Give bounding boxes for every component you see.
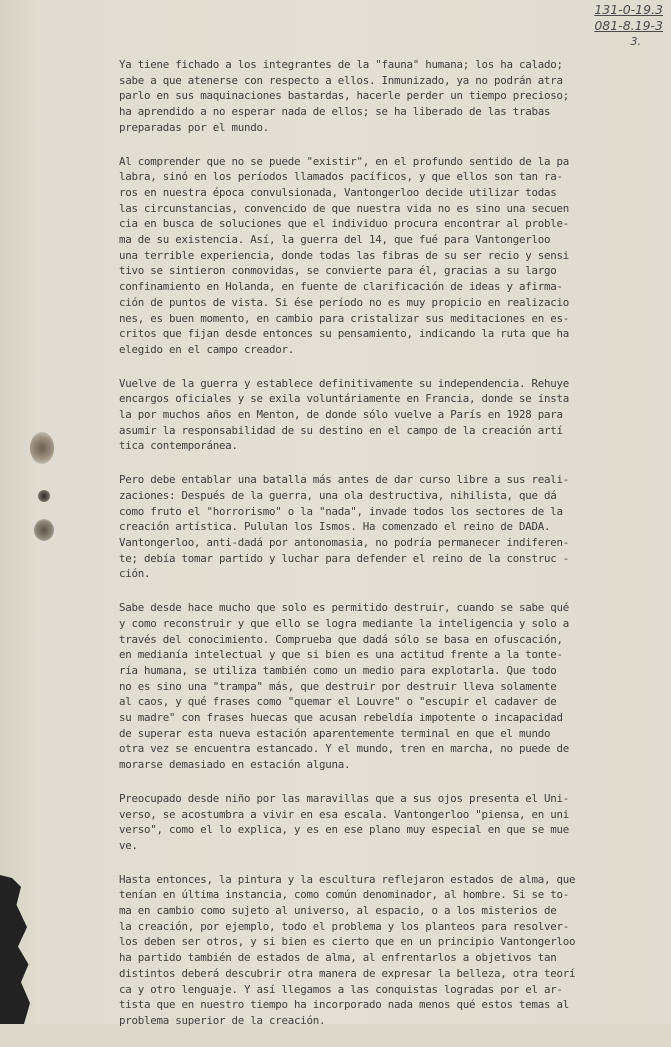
rust-stain-middle xyxy=(38,490,50,502)
paragraph-5: Sabe desde hace mucho que solo es permitido destruir, cuando se sabe qué y como reconstruir y que ello se logra mediante la inteligencia y solo a través del conocimiento. Comprueba que dadá sólo se basa en ofuscación, en medianía intelectual y que si bien es una actitud frente a la tonte- ría humana, se utiliza también como un medio para explotarla. Que todo no es sino una "trampa" más, que destruir por destruir lleva solamente al caos, y qué frases como "quemar el Louvre" o "escupir el cadaver de su madre" con frases huecas que acusan rebeldía impotente o incapacidad de superar esta nueva estación aparentemente terminal en que el mundo otra vez se encuentra estancado. Y el mundo, tren en marcha, no puede de morarse demasiado en estación alguna. xyxy=(119,601,570,772)
typewritten-body xyxy=(119,57,639,1047)
rust-stain-top xyxy=(30,432,54,464)
torn-edge xyxy=(0,875,30,1024)
paragraph-7: Hasta entonces, la pintura y la escultura reflejaron estados de alma, que tenían en última instancia, como común denominador, al hombre. Si se to- ma en cambio como sujeto al universo, al espacio, o a los misterios de la creación, por ejemplo, todo el problema y los planteos para resolver- los deben ser otros, y si bien es cierto que en un principio Vantongerloo ha partido también de estados de alma, al enfrentarlos a objetivos tan distintos deberá descubrir otra manera de expresar la belleza, otra teorí ca y otro lenguaje. Y así llegamos a las conquistas logradas por el ar- tista que en nuestro tiempo ha incorporado nada menos qué estos temas al problema superior de la creación. xyxy=(119,872,576,1027)
rust-stain-bottom xyxy=(34,519,54,541)
paragraph-1: Ya tiene fichado a los integrantes de la "fauna" humana; los ha calado; sabe a que atenerse con respecto a ellos. Inmunizado, ya no podrán atra parlo en sus maquinaciones bastardas, hacerle perder un tiempo precioso; ha aprendido a no esperar nada de ellos; se ha liberado de las trabas preparadas por el mundo. xyxy=(119,58,570,134)
paragraph-2: Al comprender que no se puede "existir", en el profundo sentido de la pa labra, sinó en los períodos llamados pacíficos, y que ellos son tan ra- ros en nuestra época convulsionada, Vantongerloo decide utilizar todas las circunstancias, convencido de que nuestra vida no es sino una secuen cia en busca de soluciones que el individuo procura encontrar al proble- ma de su existencia. Así, la guerra del 14, que fué para Vantongerloo una terrible experiencia, donde todas las fibras de su ser recio y sensi tivo se sintieron conmovidas, se convierte para él, gracias a su largo confinamiento en Holanda, en fuente de clarificación de ideas y afirma- ción de puntos de vista. Si ése período no es muy propicio en realizacio nes, es buen momento, en cambio para cristalizar sus meditaciones en es- critos que fijan desde entonces su pensamiento, indicando la ruta que ha elegido en el campo creador. xyxy=(119,154,570,356)
page-number: 3. xyxy=(630,35,641,48)
archive-reference-1: 131-0-19.3 xyxy=(594,2,663,17)
paragraph-6: Preocupado desde niño por las maravillas que a sus ojos presenta el Uni- verso, se acostumbra a vivir en esa escala. Vantongerloo "piensa, en uni verso", como el lo explica, y es en ese plano muy especial en que se mue ve. xyxy=(119,791,570,852)
paragraph-4: Pero debe entablar una batalla más antes de dar curso libre a sus reali- zaciones: Después de la guerra, una ola destructiva, nihilista, que dá como fruto el "horrorismo" o la "nada", invade todos los sectores de la creación artística. Pululan los Ismos. Ha comenzado el reino de DADA. Vantongerloo, anti-dadá por antonomasia, no podría permanecer indiferen- te; debía tomar partido y luchar para defender el reino de la construc - ción. xyxy=(119,473,570,581)
archive-reference-2: 081-8.19-3 xyxy=(594,18,663,33)
paragraph-3: Vuelve de la guerra y establece definitivamente su independencia. Rehuye encargos oficiales y se exila voluntáriamente en Francia, donde se insta la por muchos años en Menton, de donde sólo vuelve a París en 1928 para asumir la responsabilidad de su destino en el campo de la creación artí tica contemporánea. xyxy=(119,376,570,453)
archive-reference-block xyxy=(594,2,663,50)
